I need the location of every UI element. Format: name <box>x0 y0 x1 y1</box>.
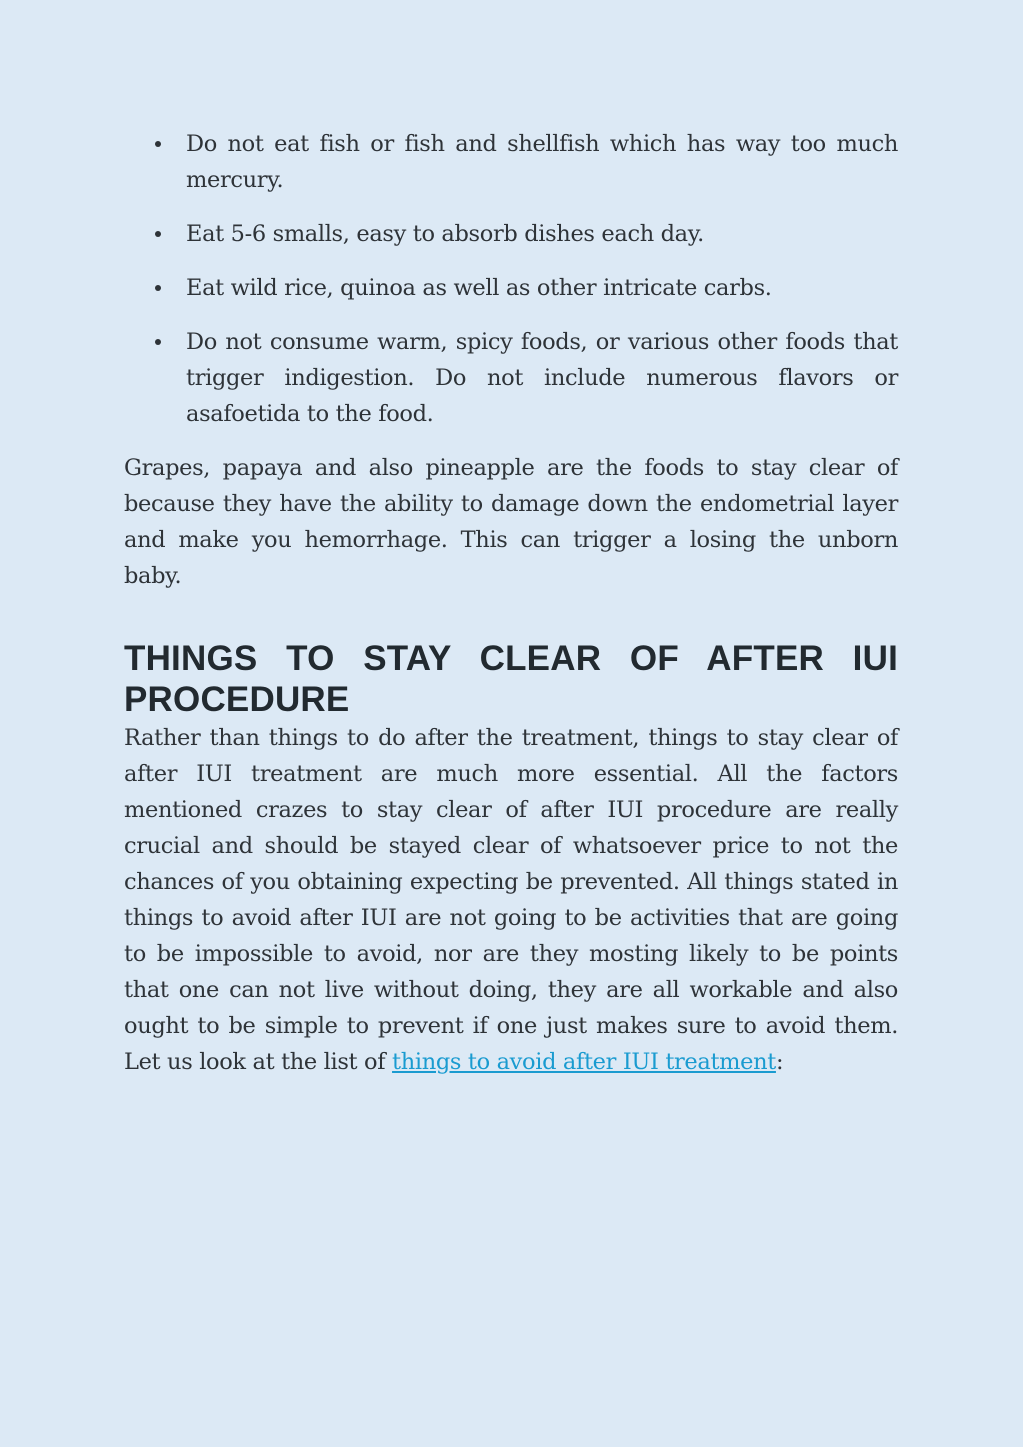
avoid-list-link[interactable]: things to avoid after IUI treatment <box>392 1049 776 1075</box>
list-item <box>124 126 898 198</box>
list-item-text: Do not consume warm, spicy foods, or various other foods that trigger indigestion. Do not include numerous flavors or asafoetida to the food. <box>186 329 898 427</box>
avoid-paragraph <box>124 720 898 1080</box>
avoid-paragraph-trailing: : <box>775 1049 784 1075</box>
list-item-text: Eat wild rice, quinoa as well as other intricate carbs. <box>186 275 772 301</box>
document-page <box>124 126 898 1080</box>
foods-paragraph: Grapes, papaya and also pineapple are the foods to stay clear of because they have the ability to damage down the endometrial layer and make you hemorrhage. This can trigger a losing the unborn baby. <box>124 455 898 589</box>
list-item-text: Do not eat fish or fish and shellfish which has way too much mercury. <box>186 131 898 193</box>
list-item <box>124 270 898 306</box>
list-item <box>124 216 898 252</box>
bullet-list <box>124 126 898 432</box>
bullet-dot-icon <box>155 141 161 147</box>
list-item-text: Eat 5-6 smalls, easy to absorb dishes each day. <box>186 221 704 247</box>
bullet-dot-icon <box>155 231 161 237</box>
section-heading: THINGS TO STAY CLEAR OF AFTER IUI PROCEDURE <box>124 639 898 719</box>
avoid-paragraph-text: Rather than things to do after the treatment, things to stay clear of after IUI treatment are much more essential. All the factors mentioned crazes to stay clear of after IUI procedure are really crucial and should be stayed clear of whatsoever price to not the chances of you obtaining expecting be prevented. All things stated in things to avoid after IUI are not going to be activities that are going to be impossible to avoid, nor are they mosting likely to be points that one can not live without doing, they are all workable and also ought to be simple to prevent if one just makes sure to avoid them. Let us look at the list of <box>124 725 898 1075</box>
list-item <box>124 324 898 432</box>
bullet-dot-icon <box>155 339 161 345</box>
bullet-dot-icon <box>155 285 161 291</box>
